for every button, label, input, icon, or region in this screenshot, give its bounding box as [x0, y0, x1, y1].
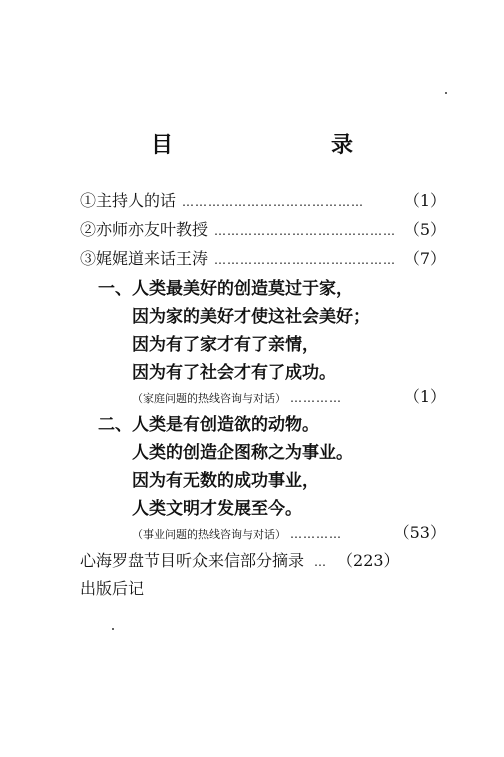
leader-dots: ………… — [290, 527, 342, 541]
entry-page: （7） — [403, 249, 446, 268]
toc-subentry — [132, 384, 446, 407]
entry-label: ③娓娓道来话王涛 — [80, 249, 209, 268]
leader-dots: … — [314, 555, 328, 569]
entry-page: （53） — [393, 523, 446, 542]
toc-entry — [80, 576, 144, 599]
scan-speck — [445, 92, 447, 94]
subentry-label: （事业问题的热线咨询与对话） — [132, 528, 286, 541]
entry-label: ②亦师亦友叶教授 — [80, 220, 209, 239]
section-line: 因为有了社会才有了成功。 — [132, 363, 336, 383]
toc-entry — [80, 246, 446, 269]
page-title: 目 录 — [150, 133, 421, 158]
toc-subentry — [132, 520, 446, 543]
scan-speck — [112, 628, 114, 630]
leader-dots: …………………………………… — [214, 224, 397, 238]
section-line: 人类的创造企图称之为事业。 — [132, 443, 353, 463]
section-heading: 一、人类最美好的创造莫过于家， — [98, 279, 353, 299]
entry-page: （1） — [403, 387, 446, 406]
section-line: 因为家的美好才使这社会美好； — [132, 307, 370, 327]
toc-entry — [80, 217, 446, 240]
entry-label: ①主持人的话 — [80, 191, 177, 210]
entry-page: （5） — [403, 220, 446, 239]
toc-entry — [80, 548, 446, 571]
toc-entry — [80, 188, 446, 211]
section-line: 因为有了家才有了亲情， — [132, 335, 319, 355]
leader-dots: …………………………………… — [182, 195, 365, 209]
entry-label: 心海罗盘节目听众来信部分摘录 — [80, 551, 305, 570]
leader-dots: ………… — [290, 391, 342, 405]
entry-page: （223） — [337, 551, 400, 570]
entry-label: 出版后记 — [80, 579, 145, 598]
section-line: 因为有无数的成功事业， — [132, 471, 319, 491]
subentry-label: （家庭问题的热线咨询与对话） — [132, 392, 286, 405]
leader-dots: …………………………………… — [214, 253, 397, 267]
section-line: 人类文明才发展至今。 — [132, 499, 302, 519]
entry-page: （1） — [403, 191, 446, 210]
section-heading: 二、人类是有创造欲的动物。 — [98, 415, 319, 435]
